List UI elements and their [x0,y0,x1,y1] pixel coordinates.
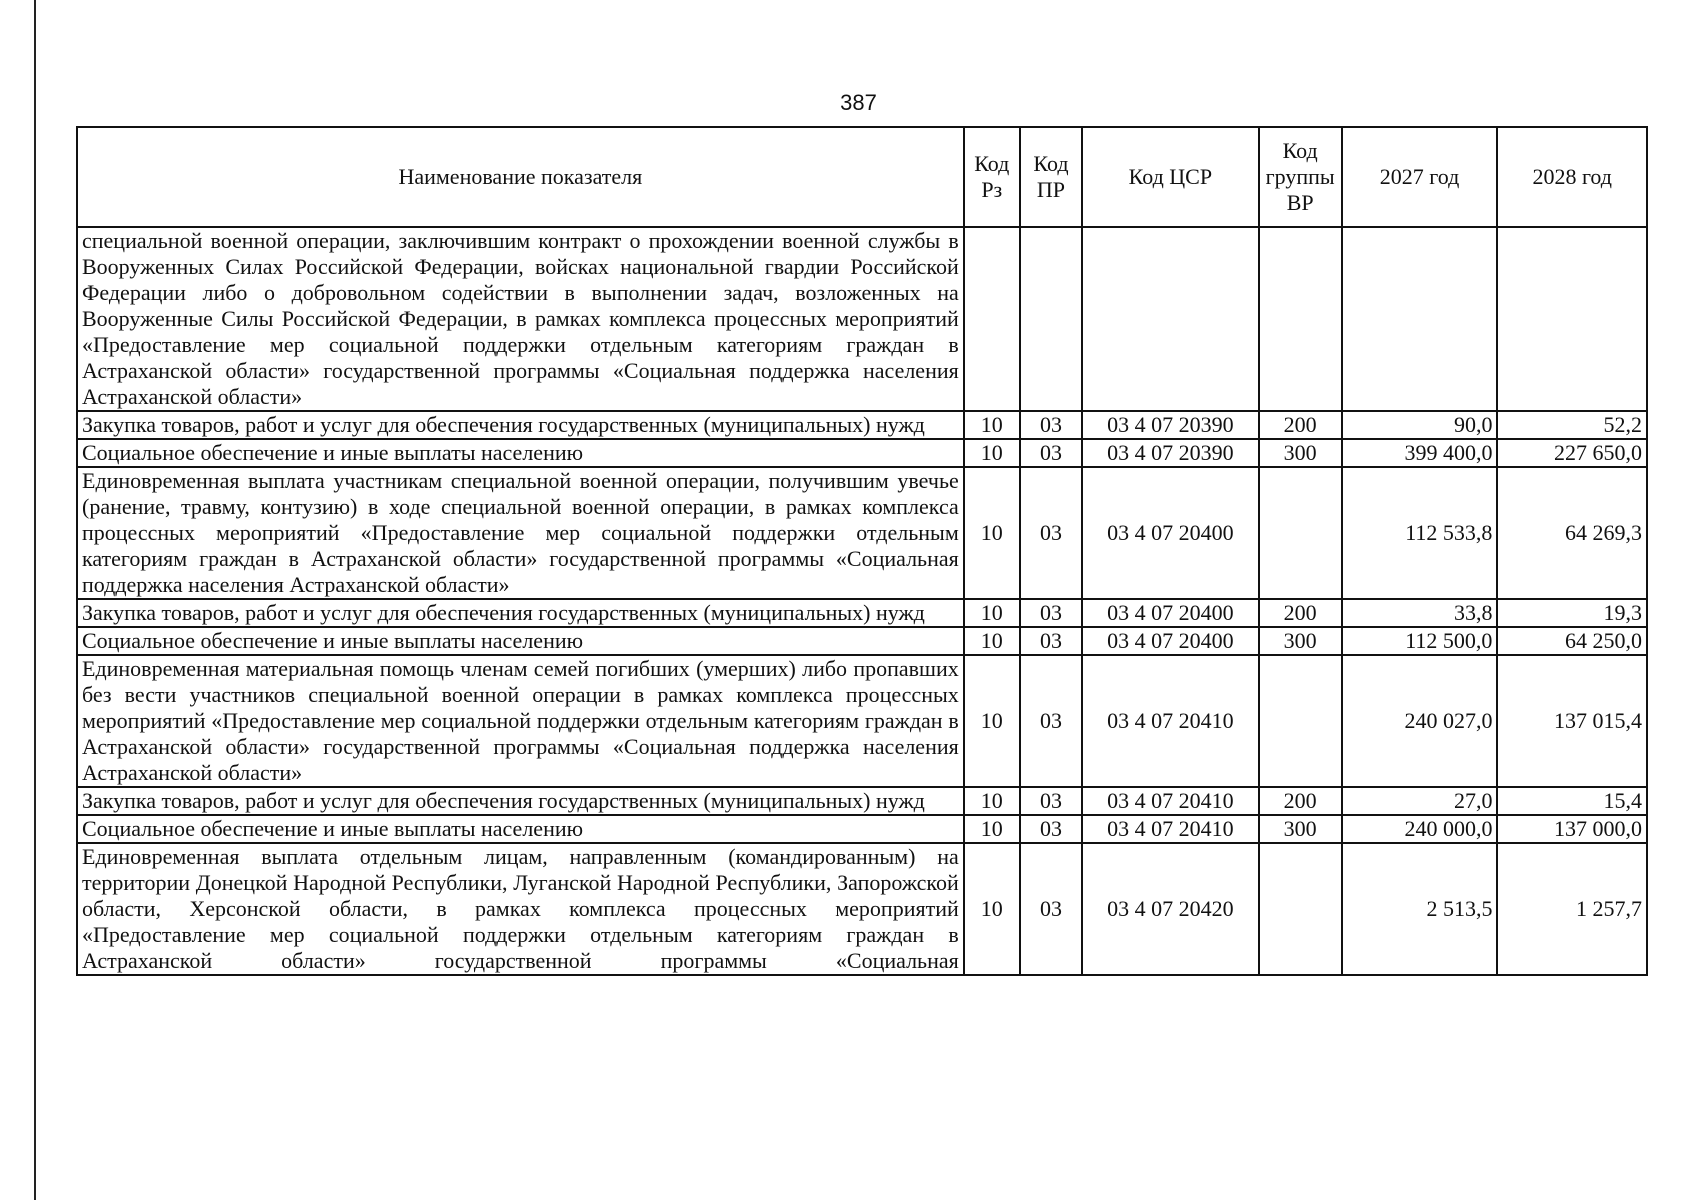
row-vr: 200 [1259,787,1342,815]
row-csr: 03 4 07 20400 [1082,467,1259,599]
row-name: Социальное обеспечение и иные выплаты населению [77,815,964,843]
table-row [77,411,1647,439]
row-2027: 399 400,0 [1342,439,1498,467]
header-csr: Код ЦСР [1082,127,1259,227]
row-pr: 03 [1020,787,1082,815]
row-vr [1259,467,1342,599]
row-2028: 137 015,4 [1497,655,1647,787]
row-2028: 1 257,7 [1497,843,1647,975]
table-row [77,655,1647,787]
header-vr: Код группы ВР [1259,127,1342,227]
row-csr: 03 4 07 20410 [1082,787,1259,815]
row-2028: 19,3 [1497,599,1647,627]
header-rz: Код Рз [964,127,1020,227]
row-2027: 240 027,0 [1342,655,1498,787]
page-margin-line [34,0,36,1200]
row-pr [1020,227,1082,411]
row-rz: 10 [964,467,1020,599]
row-name: Закупка товаров, работ и услуг для обеспечения государственных (муниципальных) нужд [77,599,964,627]
row-2027: 90,0 [1342,411,1498,439]
table-row [77,627,1647,655]
row-2027: 27,0 [1342,787,1498,815]
row-pr: 03 [1020,439,1082,467]
row-rz: 10 [964,411,1020,439]
row-csr: 03 4 07 20390 [1082,439,1259,467]
header-2027: 2027 год [1342,127,1498,227]
row-vr [1259,655,1342,787]
row-rz: 10 [964,815,1020,843]
row-name: специальной военной операции, заключившим контракт о прохождении военной службы в Вооруженных Силах Российской Федерации, войсках национальной гвардии Российской Федерации либо о добровольном содействии в выполнении задач, возложенных на Вооруженные Силы Российской Федерации, в рамках комплекса процессных мероприятий «Предоставление мер социальной поддержки отдельным категориям граждан в Астраханской области» государственной программы «Социальная поддержка населения Астраханской области» [77,227,964,411]
row-pr: 03 [1020,411,1082,439]
row-name: Закупка товаров, работ и услуг для обеспечения государственных (муниципальных) нужд [77,787,964,815]
row-2028: 227 650,0 [1497,439,1647,467]
row-2027: 112 533,8 [1342,467,1498,599]
row-2027: 240 000,0 [1342,815,1498,843]
row-vr: 200 [1259,411,1342,439]
row-vr: 300 [1259,627,1342,655]
row-rz [964,227,1020,411]
header-2028: 2028 год [1497,127,1647,227]
page-number: 387 [840,90,877,115]
row-2028 [1497,227,1647,411]
row-2028: 15,4 [1497,787,1647,815]
row-csr: 03 4 07 20410 [1082,815,1259,843]
row-csr: 03 4 07 20400 [1082,599,1259,627]
row-2027 [1342,227,1498,411]
row-name: Социальное обеспечение и иные выплаты населению [77,627,964,655]
row-2027: 2 513,5 [1342,843,1498,975]
row-name: Социальное обеспечение и иные выплаты населению [77,439,964,467]
row-name: Единовременная выплата участникам специальной военной операции, получившим увечье (ранение, травму, контузию) в ходе специальной военной операции, в рамках комплекса процессных мероприятий «Предоставление мер социальной поддержки отдельным категориям граждан в Астраханской области» государственной программы «Социальная поддержка населения Астраханской области» [77,467,964,599]
row-vr: 200 [1259,599,1342,627]
header-pr: Код ПР [1020,127,1082,227]
table-row [77,815,1647,843]
row-rz: 10 [964,787,1020,815]
row-2028: 137 000,0 [1497,815,1647,843]
table-row [77,439,1647,467]
row-pr: 03 [1020,815,1082,843]
row-2028: 64 250,0 [1497,627,1647,655]
row-2028: 52,2 [1497,411,1647,439]
row-vr: 300 [1259,815,1342,843]
row-vr: 300 [1259,439,1342,467]
row-csr: 03 4 07 20410 [1082,655,1259,787]
row-csr: 03 4 07 20400 [1082,627,1259,655]
row-rz: 10 [964,439,1020,467]
budget-table [76,126,1648,976]
row-rz: 10 [964,627,1020,655]
row-2027: 33,8 [1342,599,1498,627]
row-2027: 112 500,0 [1342,627,1498,655]
row-name: Единовременная материальная помощь членам семей погибших (умерших) либо пропавших без вести участников специальной военной операции в рамках комплекса процессных мероприятий «Предоставление мер социальной поддержки отдельным категориям граждан в Астраханской области» государственной программы «Социальная поддержка населения Астраханской области» [77,655,964,787]
row-vr [1259,227,1342,411]
table-row [77,787,1647,815]
table-row [77,227,1647,411]
row-pr: 03 [1020,599,1082,627]
row-rz: 10 [964,843,1020,975]
row-vr [1259,843,1342,975]
row-csr [1082,227,1259,411]
row-name: Единовременная выплата отдельным лицам, направленным (командированным) на территории Донецкой Народной Республики, Луганской Народной Республики, Запорожской области, Херсонской области, в рамках комплекса процессных мероприятий «Предоставление мер социальной поддержки отдельным категориям граждан в Астраханской области» государственной программы «Социальная [77,843,964,975]
row-pr: 03 [1020,467,1082,599]
table-row [77,843,1647,975]
row-csr: 03 4 07 20390 [1082,411,1259,439]
table-header-row [77,127,1647,227]
row-pr: 03 [1020,843,1082,975]
header-name: Наименование показателя [77,127,964,227]
row-pr: 03 [1020,627,1082,655]
row-rz: 10 [964,655,1020,787]
row-rz: 10 [964,599,1020,627]
row-name: Закупка товаров, работ и услуг для обеспечения государственных (муниципальных) нужд [77,411,964,439]
row-2028: 64 269,3 [1497,467,1647,599]
table-row [77,467,1647,599]
row-csr: 03 4 07 20420 [1082,843,1259,975]
row-pr: 03 [1020,655,1082,787]
table-row [77,599,1647,627]
